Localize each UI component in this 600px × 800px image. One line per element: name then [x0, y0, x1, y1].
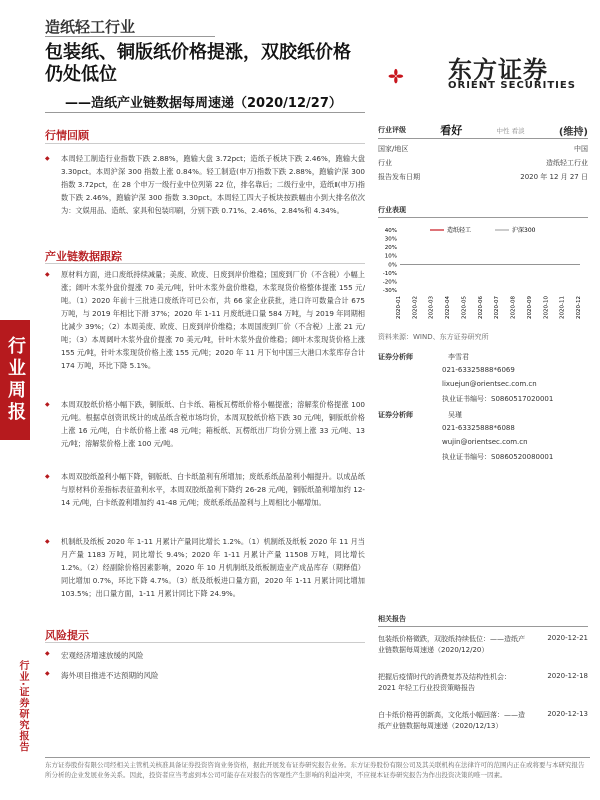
- related-report[interactable]: 白卡纸价格再创新高，文化纸小幅回落：——造纸产业链数据每周速递（2020/12/13） 2020-12-13: [378, 710, 588, 730]
- chain-item: [45, 268, 365, 372]
- logo-subtext: ORIENT SECURITIES: [448, 80, 576, 91]
- y-tick: 30%: [384, 236, 397, 243]
- rating-value: 看好: [440, 124, 463, 137]
- risk-text: 宏观经济增速放缓的风险: [61, 651, 144, 660]
- x-tick: 2020-11: [559, 296, 566, 319]
- divider: [378, 626, 588, 627]
- rating-keep: (维持): [558, 126, 588, 138]
- x-tick: 2020-08: [510, 296, 517, 319]
- chain-text: 本周双胶纸盈利小幅下降，铜版纸、白卡纸盈利有所增加；废纸系纸品盈利小幅提升。以成品纸与原材料价差指标表征盈利水平，本周双胶纸盈利下降约 26-28 元/吨，铜版纸盈利增加约 12-14 元/吨，白卡纸盈利增加约 41-48 元/吨；废纸系纸品盈利与上周相比小幅增加。: [61, 472, 365, 507]
- analyst-phone: 021-63325888*6088: [442, 424, 515, 432]
- section-heading: 风险提示: [45, 629, 89, 642]
- divider: [378, 217, 588, 218]
- x-tick: 2020-05: [461, 296, 468, 319]
- info-key: 行业: [378, 159, 392, 167]
- review-paragraph: [45, 152, 365, 242]
- info-value: 中国: [574, 145, 588, 153]
- related-title-text: 相关报告: [378, 615, 406, 623]
- section-heading: 行情回顾: [45, 129, 89, 142]
- related-report[interactable]: 把握后疫情时代的消费复苏及结构性机会：2021 年轻工行业投资策略报告 2020-12-18: [378, 672, 588, 692]
- x-tick: 2020-02: [412, 296, 419, 319]
- divider: [378, 138, 588, 139]
- logo-text: 东方证券: [448, 56, 548, 84]
- analyst-role: 证券分析师 吴瑾: [378, 411, 462, 419]
- x-tick: 2020-10: [543, 296, 550, 319]
- y-tick: -30%: [382, 288, 397, 294]
- chain-item: [45, 535, 365, 600]
- info-value: 造纸轻工行业: [546, 159, 588, 167]
- chain-text: 原材料方面，进口废纸持续减量；美废、欧废、日废到岸价维稳；国废到厂价（不含税）小幅上涨；阔叶木浆外盘价提涨 70 美元/吨，针叶木浆外盘价维稳，木浆现货价格整体提涨 155 元/吨。（1）2020 年前十三批进口废纸许可已公布，共 66 家企业获批，进口许可数量合计 675 万吨，与 2019 年相比下滑 37%；2020 年 1-11 月废纸进口量 584 万吨，与 2019 年同期相比减少 39%；（2）本周美废、欧废、日废到岸价维稳；本周国废到厂价（不含税）上涨 21 元/吨；（3）本周阔叶木浆外盘价提涨 70 美元/吨，针叶木浆外盘价维稳；阔叶木浆现货价格上涨 155 元/吨，针叶木浆现货价格上涨 155 元/吨；2020 年 11 月下旬中国三大港口木浆库存合计 174 万吨，环比下降 5.1%。: [61, 270, 365, 370]
- report-title: 包装纸、铜版纸价格提涨，双胶纸价格仍处低位: [45, 42, 351, 85]
- info-row: [378, 172, 588, 182]
- divider: [45, 263, 365, 264]
- x-tick: 2020-07: [494, 296, 501, 319]
- risk-item: [45, 650, 144, 661]
- analyst-cert: 执业证书编号：S0860517020001: [442, 395, 554, 403]
- divider: [45, 112, 365, 113]
- review-text: 本周轻工制造行业指数下跌 2.88%，跑输大盘 3.72pct；造纸子板块下跌 2.46%，跑输大盘 3.30pct。本周沪深 300 指数上涨 0.84%。轻工制造(申万)指数下跌 2.88%，跑输沪深 300 指数 3.72pct，在 28 个申万一级行业中位列第 22 位，排名靠后；二级行业中，造纸Ⅱ(申万)指数下跌 2.46%，跑输沪深 300 指数 3.30pct。本周轻工四大子板块按跌幅由小到大排名依次为：文娱用品、造纸、家具和包装印刷，分别下跌 0.71%、2.46%、2.84%和 4.34%。: [61, 154, 365, 215]
- industry-label: 造纸轻工行业: [45, 18, 136, 36]
- rating-label: 行业评级: [378, 126, 406, 134]
- divider: [45, 642, 365, 643]
- analyst-email[interactable]: lixuejun@orientsec.com.cn: [442, 380, 537, 388]
- x-tick: 2020-09: [526, 296, 533, 319]
- chain-item: [45, 398, 365, 450]
- chart-source: [378, 332, 588, 342]
- analyst-role: 证券分析师 李雪君: [378, 353, 469, 361]
- info-key: 报告发布日期: [378, 173, 420, 181]
- performance-chart: [378, 222, 588, 322]
- side-tag: 行业周报: [0, 320, 30, 440]
- x-tick: 2020-04: [445, 296, 452, 319]
- y-tick: -20%: [382, 279, 397, 286]
- y-tick: 0%: [388, 262, 397, 269]
- side-label: 行业·证券研究报告: [17, 660, 28, 753]
- y-tick: 10%: [384, 253, 397, 260]
- chain-text: 机制纸及纸板 2020 年 1-11 月累计产量同比增长 1.2%。（1）机制纸及纸板 2020 年 11 月当月产量 1183 万吨，同比增长 9.4%；2020 年 1-11 月累计产量 11508 万吨，同比增长 1.2%。（2）经副除价格因素影响，2020 年 10 月机制纸及纸板制造业产成品库存（期释值）同比增加 0.7%，环比下降 4.7%。（3）纸及纸板进口量方面，2020 年 1-11 月累计同比增加 103.5%；出口量方面，1-11 月累计同比下降 24.9%。: [61, 537, 365, 598]
- report-subtitle: ——造纸产业链数据每周速递（2020/12/27）: [65, 96, 342, 111]
- section-heading: 产业链数据跟踪: [45, 250, 122, 263]
- y-tick: 20%: [384, 245, 397, 252]
- y-tick: 40%: [384, 228, 397, 234]
- chart-source-text: 资料来源：WIND、东方证券研究所: [378, 333, 489, 341]
- chain-text: 本周双胶纸价格小幅下跌，铜版纸、白卡纸、箱板瓦楞纸价格小幅提涨；溶解浆价格提涨 100 元/吨。根据卓创资讯统计的成品纸含税市场均价，本周双胶纸价格下跌 30 元/吨，铜版纸价格上涨 16 元/吨，白卡纸价格上涨 48 元/吨；箱板纸、瓦楞纸出厂均价分别上涨 33 元/吨、13 元/吨；溶解浆价格上涨 100 元/吨。: [61, 400, 365, 448]
- analyst-phone: 021-63325888*6069: [442, 366, 515, 374]
- related-title: [378, 614, 588, 624]
- divider: [45, 143, 365, 144]
- analyst-email[interactable]: wujin@orientsec.com.cn: [442, 438, 528, 446]
- chain-item: [45, 470, 365, 509]
- legend-label: 造纸轻工: [447, 227, 472, 234]
- divider: [45, 757, 590, 758]
- x-tick: 2020-06: [477, 296, 484, 319]
- divider: [45, 36, 215, 37]
- risk-text: 海外项目推进不达预期的风险: [61, 671, 159, 680]
- chart-title: [378, 205, 588, 215]
- legend-label: 沪深300: [512, 227, 536, 234]
- x-tick: 2020-01: [396, 296, 402, 319]
- info-row: [378, 144, 588, 154]
- risk-item: [45, 670, 159, 681]
- y-tick: -10%: [382, 270, 397, 277]
- rating-options: 中性 看淡: [496, 126, 525, 135]
- info-value: 2020 年 12 月 27 日: [520, 173, 588, 181]
- related-report[interactable]: 包装纸价格微跌，双胶纸持续低位：——造纸产业链数据每周速递（2020/12/20） 2020-12-21: [378, 634, 588, 654]
- footer-disclaimer: 东方证券股份有限公司经相关主管机关核准具备证券投资咨询业务资格，据此开展发布证券研究报告业务。东方证券股份有限公司及其关联机构在法律许可的范围内正在或将要与本研究报告所分析的企业发展业务关系。因此，投资者应当考虑到本公司可能存在对报告的客观性产生影响的利益冲突，不应视本证券研究报告为作出投资决策的唯一因素。: [45, 761, 585, 779]
- logo-icon: [388, 48, 444, 104]
- info-row: [378, 158, 588, 168]
- info-key: 国家/地区: [378, 145, 409, 153]
- rating-row: [378, 122, 588, 138]
- chart-title-text: 行业表现: [378, 206, 406, 214]
- x-tick: 2020-12: [576, 296, 582, 319]
- analyst-cert: 执业证书编号：S0860520080001: [442, 453, 554, 461]
- x-tick: 2020-03: [428, 296, 435, 319]
